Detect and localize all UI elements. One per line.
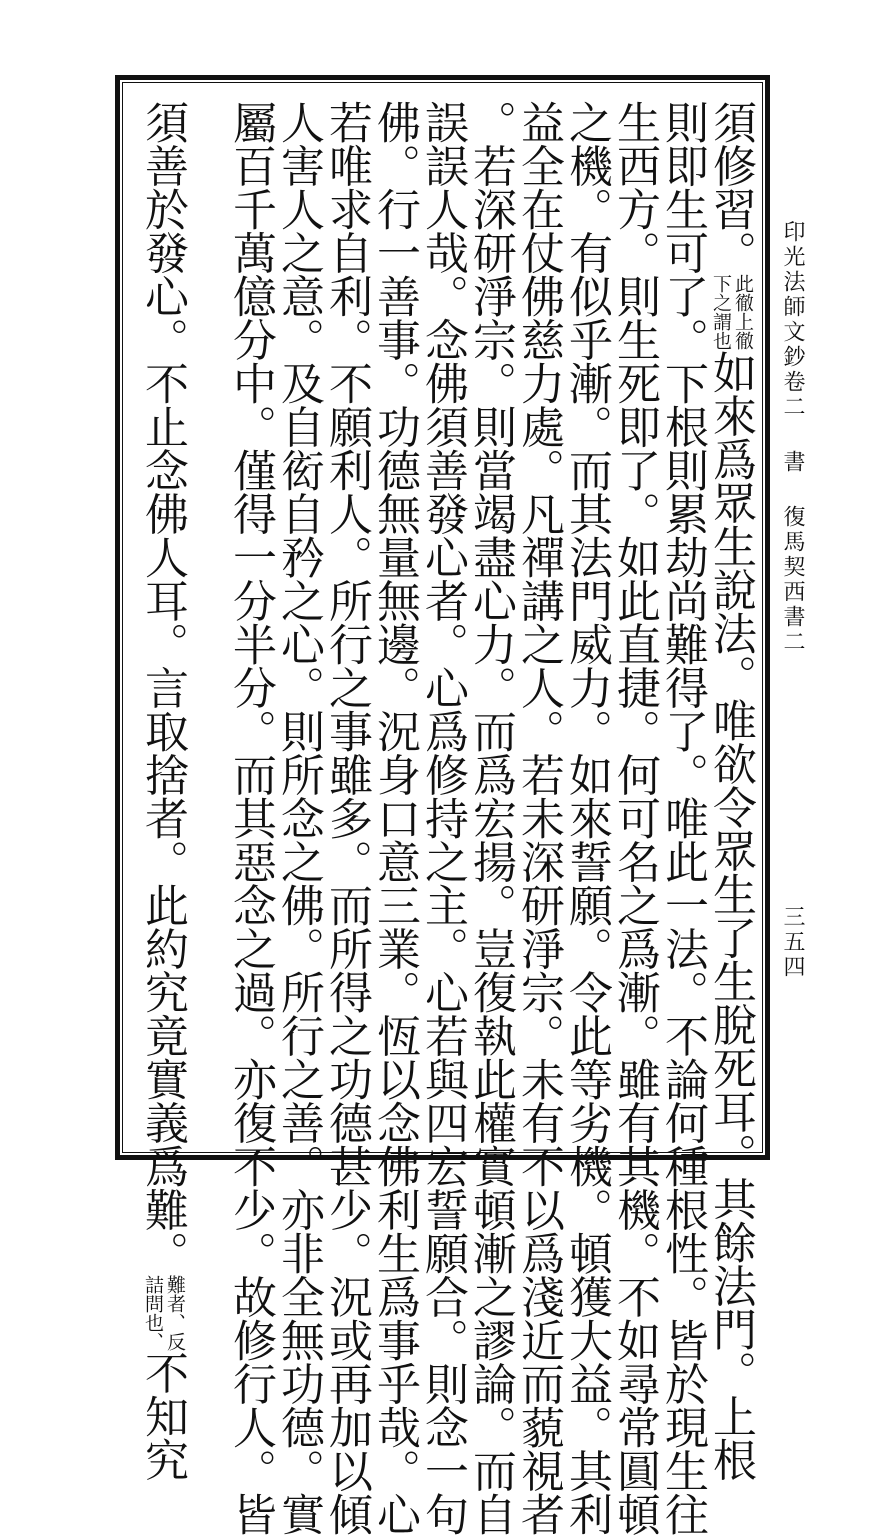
text-column-3 [609, 100, 660, 1536]
annotation-line: 此徹上徹 [732, 274, 754, 350]
text-column-6 [465, 100, 516, 1536]
column-text: 屬百千萬億分中。僅得一分半分。而其惡念之過。亦復不少。故修行人。皆 [225, 100, 276, 1536]
column-text: 須修習。 [705, 100, 756, 274]
letter-title: 復馬契西書二 [780, 505, 805, 655]
text-column-12 [137, 100, 188, 1481]
column-text: 之機。有似乎漸。而其法門威力。如來誓願。令此等劣機。頓獲大益。其利 [561, 100, 612, 1536]
column-text: 如來爲眾生說法。唯欲令眾生了生脫死耳。其餘法門。上根 [705, 350, 756, 1481]
column-text: 則即生可了。下根則累劫尚難得了。唯此一法。不論何種根性。皆於現生往 [657, 100, 708, 1536]
text-column-7 [417, 100, 468, 1536]
annotation-line: 詰問也、 [142, 1274, 164, 1351]
running-header [778, 220, 806, 655]
text-column-5 [513, 100, 564, 1536]
text-column-9 [321, 100, 372, 1536]
page-number: 三五四 [780, 905, 805, 980]
column-text: 不知究 [137, 1350, 188, 1481]
column-text: 。若深研淨宗。則當竭盡心力。而爲宏揚。豈復執此權實頓漸之謬論。而自 [465, 100, 516, 1536]
text-column-11 [225, 100, 276, 1536]
text-column-10 [273, 100, 324, 1536]
text-column-4 [561, 100, 612, 1536]
column-text: 若唯求自利。不願利人。所行之事雖多。而所得之功德甚少。況或再加以傾 [321, 100, 372, 1536]
inline-annotation [710, 274, 754, 350]
text-column-2 [657, 100, 708, 1536]
inline-annotation [142, 1275, 186, 1351]
column-text: 佛。行一善事。功德無量無邊。況身口意三業。恆以念佛利生爲事乎哉。心 [369, 100, 420, 1536]
text-column-1 [705, 100, 756, 1481]
annotation-line: 難者、反 [164, 1274, 186, 1351]
annotation-line: 下之謂也 [710, 274, 732, 350]
column-text: 益全在仗佛慈力處。凡禪講之人。若未深研淨宗。未有不以爲淺近而藐視者 [513, 100, 564, 1536]
section-label: 書 [780, 450, 805, 475]
book-title: 印光法師文鈔卷二 [780, 220, 805, 420]
column-text: 生西方。則生死即了。如此直捷。何可名之爲漸。雖有其機。不如尋常圓頓 [609, 100, 660, 1536]
column-text: 誤誤人哉。念佛須善發心者。心爲修持之主。心若與四宏誓願合。則念一句 [417, 100, 468, 1536]
column-text: 須善於發心。不止念佛人耳。言取捨者。此約究竟實義爲難。 [137, 100, 188, 1275]
text-column-8 [369, 100, 420, 1536]
column-text: 人害人之意。及自衒自矜之心。則所念之佛。所行之善。亦非全無功德。實 [273, 100, 324, 1536]
